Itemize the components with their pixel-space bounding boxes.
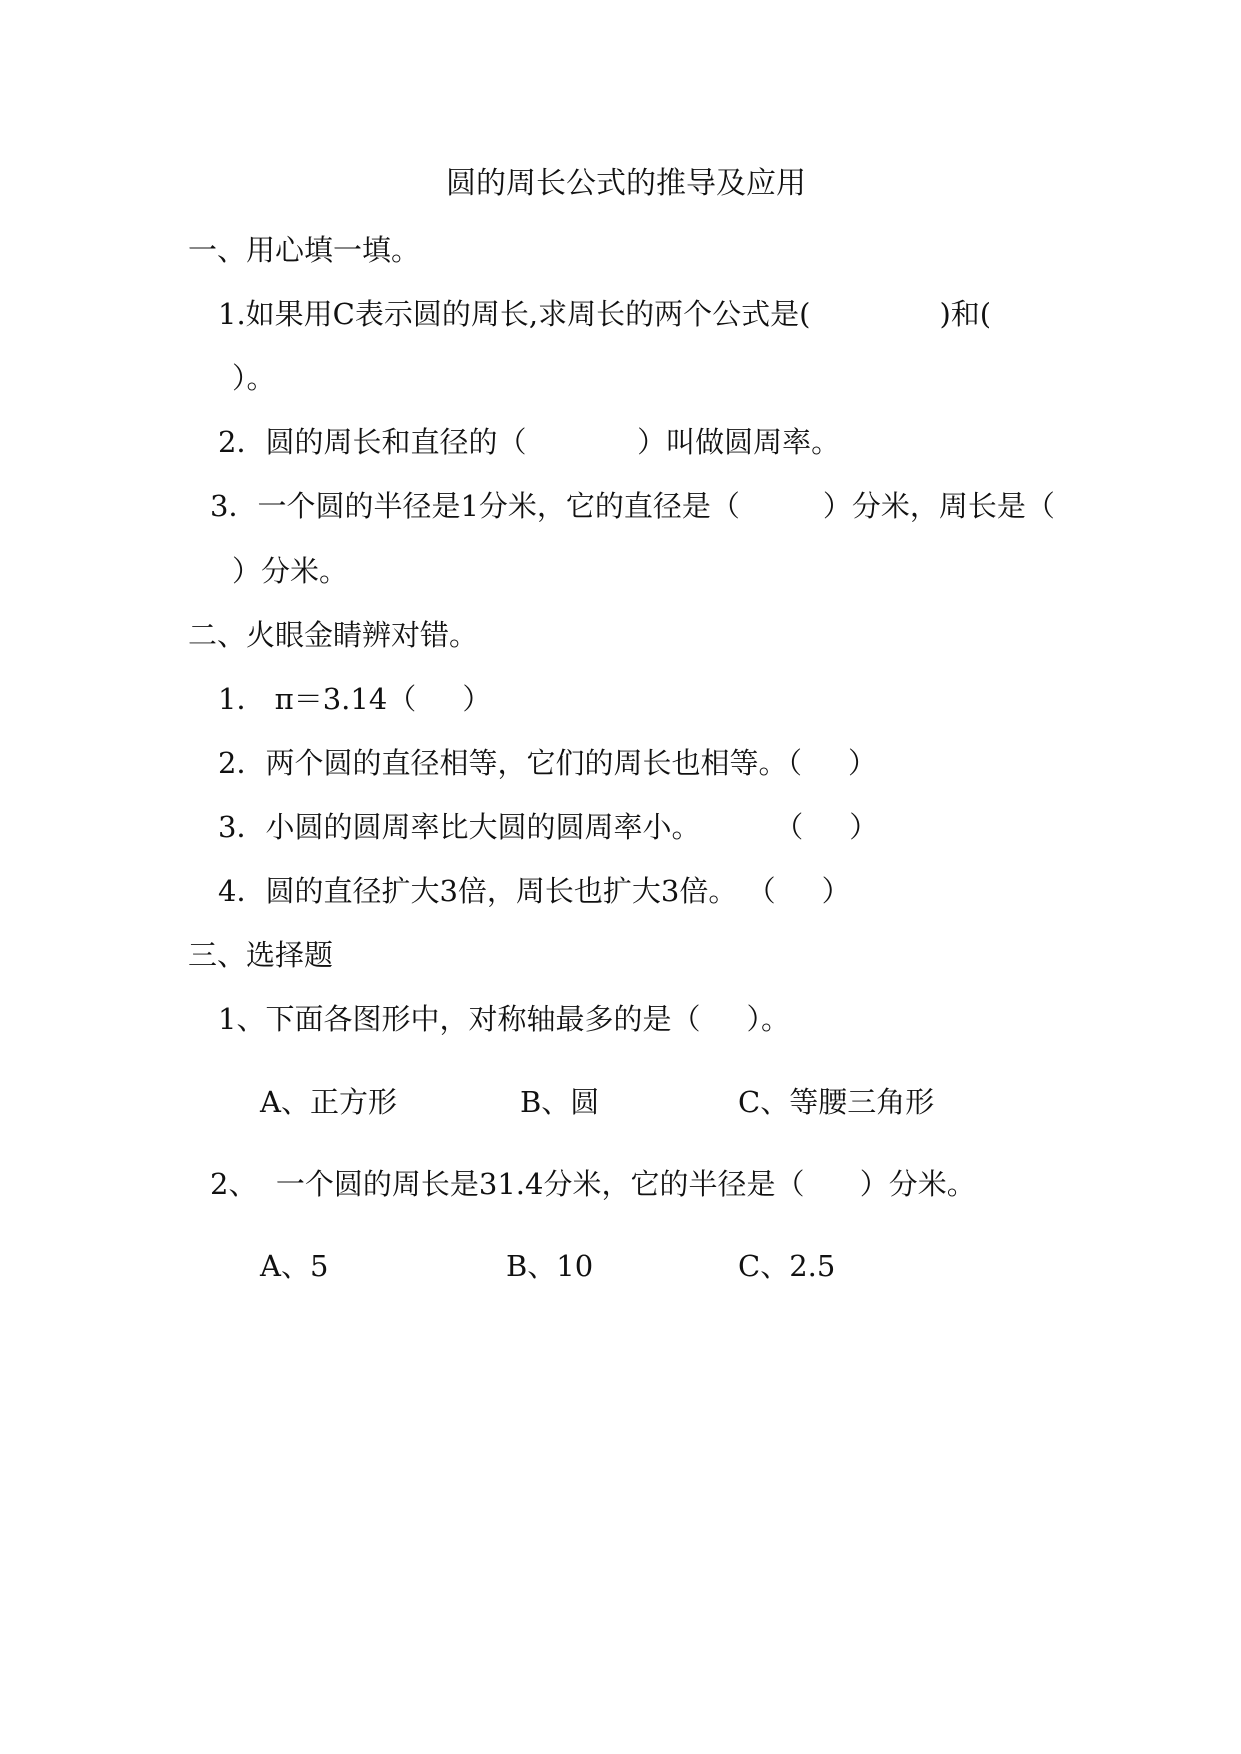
s2-question-1: 1． π＝3.14（ ） [218,682,492,716]
s3-question-2: 2、 一个圆的周长是31.4分米，它的半径是（ ）分米。 [210,1167,976,1201]
s3-q2-option-c: C、2.5 [738,1249,836,1283]
page-title: 圆的周长公式的推导及应用 [446,166,806,201]
s3-q2-option-a: A、5 [260,1249,329,1283]
s3-q1-option-a: A、正方形 [260,1085,397,1119]
s3-q1-option-b: B、圆 [520,1085,600,1119]
s1-question-3-line-2: ）分米。 [232,554,349,588]
s2-question-4: 4．圆的直径扩大3倍，周长也扩大3倍。 （ ） [218,874,851,908]
s3-q2-option-b: B、10 [506,1249,594,1283]
s3-question-1: 1、下面各图形中，对称轴最多的是（ ）。 [218,1002,791,1036]
s1-question-2: 2．圆的周长和直径的（ ）叫做圆周率。 [218,425,841,459]
s2-question-2: 2．两个圆的直径相等，它们的周长也相等。（ ） [218,746,878,780]
section-2-heading: 二、火眼金睛辨对错。 [188,618,479,652]
s1-question-3-line-1: 3．一个圆的半径是1分米，它的直径是（ ）分米，周长是（ [210,489,1055,523]
section-3-heading: 三、选择题 [188,938,334,972]
s1-question-1-line-2: ）。 [232,361,276,395]
s2-question-3: 3．小圆的圆周率比大圆的圆周率小。 （ ） [218,810,879,844]
s1-question-1-line-1: 1.如果用C表示圆的周长,求周长的两个公式是( )和( [218,297,992,331]
section-1-heading: 一、用心填一填。 [188,233,421,267]
s3-q1-option-c: C、等腰三角形 [738,1085,935,1119]
